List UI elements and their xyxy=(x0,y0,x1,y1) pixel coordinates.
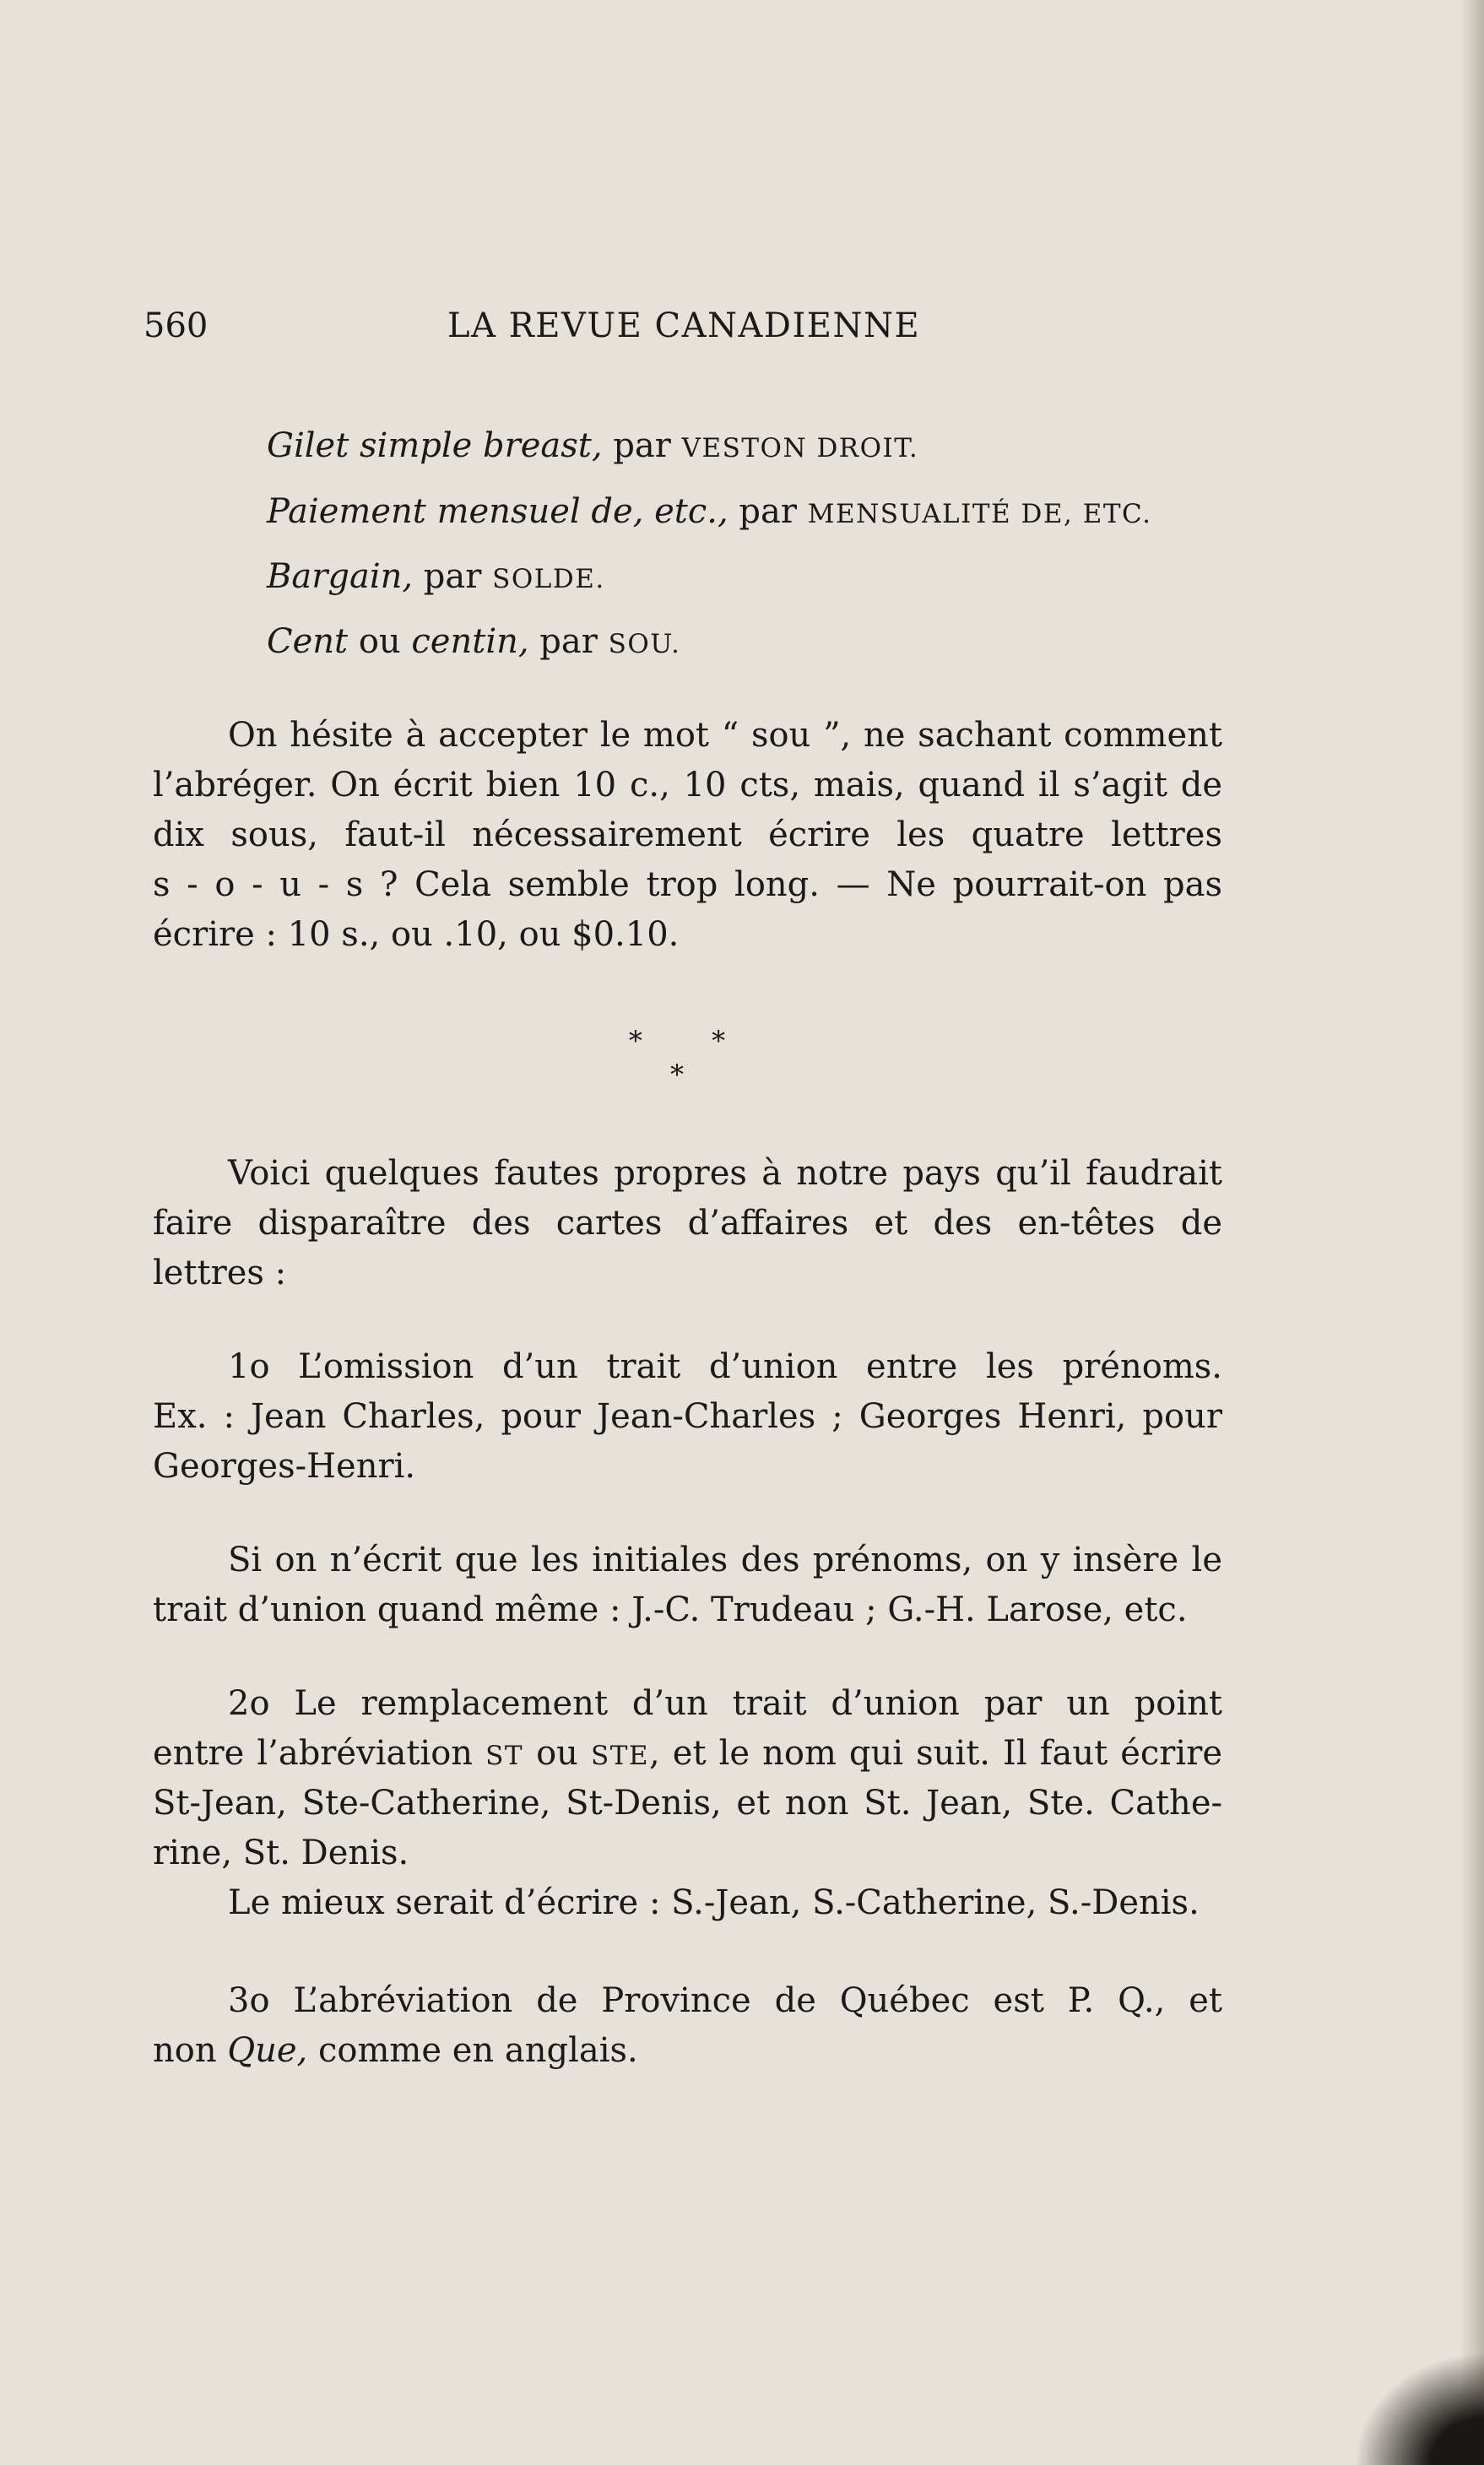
list-ou: ou xyxy=(348,622,412,661)
text-fragment: , et le nom qui suit. Il faut écrire xyxy=(649,1734,1223,1773)
body-line: lettres : xyxy=(153,1254,287,1292)
list-par: par xyxy=(413,557,493,596)
body-line: Georges-Henri. xyxy=(153,1447,416,1486)
list-par: par xyxy=(728,492,808,531)
body-line: faire disparaître des cartes d’affaires et des en-têtes de xyxy=(153,1204,1222,1243)
list-replacement: MENSUALITÉ DE, ETC. xyxy=(807,499,1152,529)
body-line: On hésite à accepter le mot “ sou ”, ne sachant comment xyxy=(228,716,1222,755)
list-term: Paiement mensuel de, etc., xyxy=(267,492,728,531)
page-header xyxy=(144,301,1182,351)
body-line: trait d’union quand même : J.-C. Trudeau ; G.-H. Larose, etc. xyxy=(153,1590,1188,1629)
body-line: Ex. : Jean Charles, pour Jean-Charles ; Georges Henri, pour xyxy=(153,1397,1222,1436)
list-replacement: SOU. xyxy=(608,629,681,659)
list-item xyxy=(267,422,918,472)
list-item xyxy=(267,618,680,668)
abbrev-que: Que, xyxy=(227,2031,308,2070)
body-line: rine, St. Denis. xyxy=(153,1834,409,1872)
list-term-2: centin, xyxy=(411,622,529,661)
abbrev-ste: STE xyxy=(590,1741,650,1771)
list-replacement: SOLDE. xyxy=(492,564,605,594)
body-line xyxy=(153,1730,1222,1780)
body-line: écrire : 10 s., ou .10, ou $0.10. xyxy=(153,915,680,954)
section-separator: * * * xyxy=(628,1025,756,1091)
body-line xyxy=(153,2027,638,2074)
list-term: Gilet simple breast, xyxy=(267,426,603,465)
text-fragment: entre l’abréviation xyxy=(153,1734,486,1773)
list-replacement: VESTON DROIT. xyxy=(681,433,919,463)
body-line: s - o - u - s ? Cela semble trop long. — Ne pourrait-on pas xyxy=(153,865,1222,904)
list-term: Bargain, xyxy=(267,557,414,596)
body-line: 1o L’omission d’un trait d’union entre les prénoms. xyxy=(228,1347,1222,1386)
page-number: 560 xyxy=(144,306,209,345)
abbrev-st: ST xyxy=(485,1741,524,1771)
text-fragment: comme en anglais. xyxy=(307,2031,638,2070)
text-fragment: ou xyxy=(523,1734,591,1773)
list-item xyxy=(267,488,1151,538)
body-line: l’abréger. On écrit bien 10 c., 10 cts, mais, quand il s’agit de xyxy=(153,766,1222,805)
body-line: 2o Le remplacement d’un trait d’union par un point xyxy=(228,1684,1222,1723)
body-line: Voici quelques fautes propres à notre pays qu’il faudrait xyxy=(228,1154,1222,1193)
body-line: Le mieux serait d’écrire : S.-Jean, S.-Catherine, S.-Denis. xyxy=(228,1883,1200,1922)
text-fragment: non xyxy=(153,2031,228,2070)
list-term: Cent xyxy=(267,622,349,661)
list-item xyxy=(267,553,605,603)
body-line: St-Jean, Ste-Catherine, St-Denis, et non St. Jean, Ste. Cathe- xyxy=(153,1784,1222,1823)
corner-shadow xyxy=(1357,2355,1484,2465)
list-par: par xyxy=(528,622,609,661)
list-par: par xyxy=(602,426,682,465)
page-edge-shadow xyxy=(1462,0,1484,2465)
body-line: 3o L’abréviation de Province de Québec est P. Q., et xyxy=(228,1981,1222,2020)
body-line: dix sous, faut-il nécessairement écrire les quatre lettres xyxy=(153,815,1222,854)
running-title: LA REVUE CANADIENNE xyxy=(447,306,921,345)
body-line: Si on n’écrit que les initiales des prénoms, on y insère le xyxy=(228,1541,1222,1579)
